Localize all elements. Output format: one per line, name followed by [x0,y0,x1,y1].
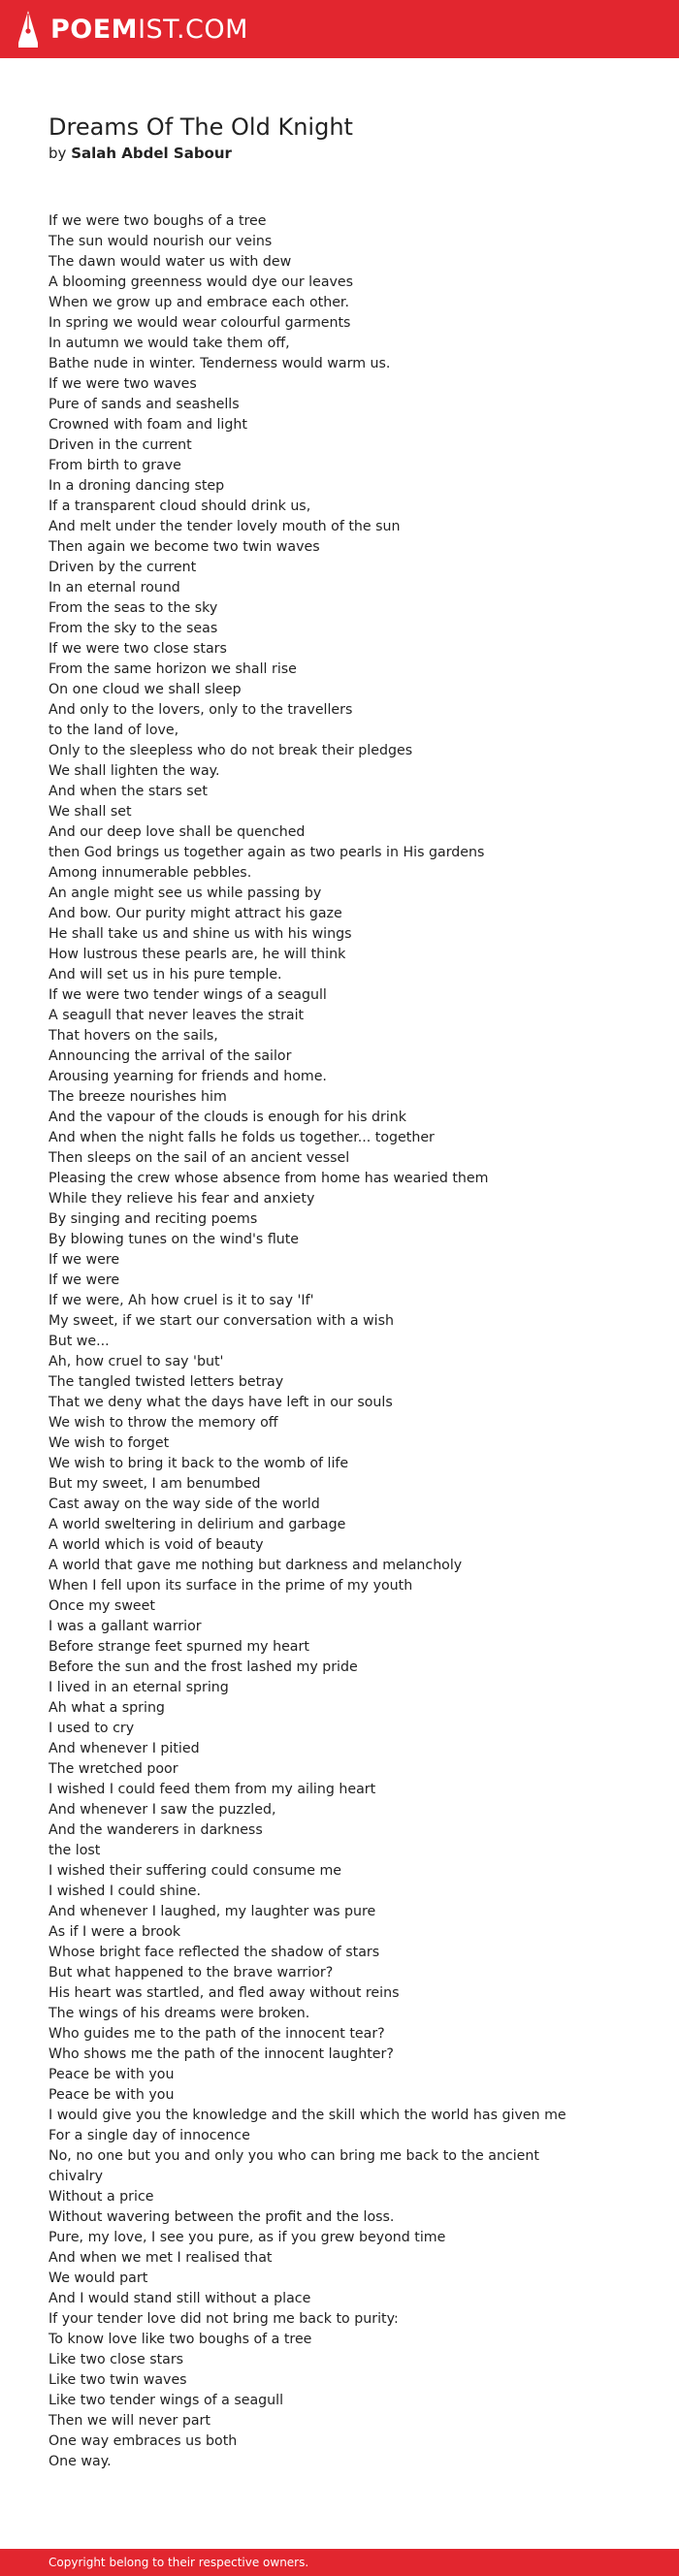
site-logo-link[interactable] [50,15,248,45]
byline-prefix: by [48,145,67,162]
poem-line: I wished I could shine. [48,1884,202,1899]
poem-line: For a single day of innocence [48,2128,250,2143]
poem-line: And only to the lovers, only to the travellers [48,702,353,718]
poem-line: Ah what a spring [48,1700,165,1716]
poem-line: If we were two waves [48,376,197,392]
poem-line: And when we met I realised that [48,2250,273,2266]
poem-line: Bathe nude in winter. Tenderness would warm us. [48,356,391,371]
poem-line: One way embraces us both [48,2433,238,2449]
poem-line: And whenever I laughed, my laughter was pure [48,1904,376,1919]
poem-line: On one cloud we shall sleep [48,682,242,697]
poem-line: A seagull that never leaves the strait [48,1008,305,1023]
poem-line: And melt under the tender lovely mouth of the sun [48,519,401,534]
poem-line: Who guides me to the path of the innocent tear? [48,2026,385,2042]
poem-line: I wished their suffering could consume me [48,1863,341,1879]
poem-line: And whenever I saw the puzzled, [48,1802,276,1818]
poem-line: Arousing yearning for friends and home. [48,1069,327,1084]
poem-line: chivalry [48,2169,103,2184]
poem-line: Ah, how cruel to say 'but' [48,1354,224,1369]
poem-line: We wish to bring it back to the womb of life [48,1456,349,1471]
poem-line: I lived in an eternal spring [48,1680,229,1695]
poem-line: In spring we would wear colourful garments [48,315,351,331]
poem-line: I was a gallant warrior [48,1619,202,1634]
poem-line: The wings of his dreams were broken. [48,2006,310,2021]
poem-line: When we grow up and embrace each other. [48,295,349,310]
author-link[interactable]: Salah Abdel Sabour [71,145,232,162]
poem-line: We wish to forget [48,1435,170,1451]
poem-line: He shall take us and shine us with his wings [48,926,352,942]
poem-line: If your tender love did not bring me back to purity: [48,2311,399,2327]
poem-line: Announcing the arrival of the sailor [48,1048,292,1064]
poem-line: While they relieve his fear and anxiety [48,1191,315,1207]
poem-line: My sweet, if we start our conversation with a wish [48,1313,394,1329]
poem-line: A blooming greenness would dye our leaves [48,274,354,290]
poem-line: And whenever I pitied [48,1741,200,1756]
poem-line: I wished I could feed them from my ailing heart [48,1782,376,1797]
poem-line: As if I were a brook [48,1924,181,1940]
poem-line: By blowing tunes on the wind's flute [48,1232,300,1247]
poem-line: Peace be with you [48,2067,175,2082]
poem-line: And when the stars set [48,784,208,799]
poem-line: The breeze nourishes him [48,1089,227,1105]
site-header [0,0,679,58]
poem-line: Then again we become two twin waves [48,539,320,555]
poem-line: From birth to grave [48,458,181,473]
poem-line: From the sky to the seas [48,621,218,636]
poem-title: Dreams Of The Old Knight [48,113,353,141]
poem-line: And the wanderers in darkness [48,1822,263,1838]
poem-line: His heart was startled, and fled away without reins [48,1985,400,2001]
poem-line: We would part [48,2270,148,2286]
poem-line: If a transparent cloud should drink us, [48,499,311,514]
poem-line: Like two close stars [48,2352,184,2367]
poem-line: Like two tender wings of a seagull [48,2393,284,2408]
poem-line: Without wavering between the profit and the loss. [48,2209,395,2225]
poem-line: Driven in the current [48,437,192,453]
poem-line: If we were two boughs of a tree [48,213,267,229]
poem-line: That we deny what the days have left in our souls [48,1395,393,1410]
poem-line: Crowned with foam and light [48,417,247,433]
poem-line: Without a price [48,2189,154,2205]
poem-line: And our deep love shall be quenched [48,824,306,840]
poem-line: I would give you the knowledge and the skill which the world has given me [48,2108,566,2123]
poem-line: In an eternal round [48,580,180,596]
poem-line: to the land of love, [48,723,179,738]
poem-line: Once my sweet [48,1598,155,1614]
poem-line: I used to cry [48,1721,135,1736]
poem-line: A world sweltering in delirium and garbage [48,1517,346,1532]
poem-line: The tangled twisted letters betray [48,1374,284,1390]
poem-line: No, no one but you and only you who can bring me back to the ancient [48,2148,539,2164]
poem-line: We shall lighten the way. [48,763,220,779]
logo-light-text: IST.COM [138,14,248,45]
poem-line: A world that gave me nothing but darkness and melancholy [48,1558,463,1573]
poem-line: A world which is void of beauty [48,1537,264,1553]
poem-line: That hovers on the sails, [48,1028,218,1044]
poem-line: Pure of sands and seashells [48,397,240,412]
poem-line: And will set us in his pure temple. [48,967,282,982]
poem-line: Whose bright face reflected the shadow of stars [48,1945,380,1960]
poem-line: To know love like two boughs of a tree [48,2332,312,2347]
poem-line: If we were [48,1272,120,1288]
poem-line: From the seas to the sky [48,600,218,616]
poem-line: Pure, my love, I see you pure, as if you grew beyond time [48,2230,446,2245]
poem-line: And bow. Our purity might attract his gaze [48,906,342,921]
poem-line: Before strange feet spurned my heart [48,1639,309,1655]
poem-line: And when the night falls he folds us together... together [48,1130,435,1145]
poem-line: But what happened to the brave warrior? [48,1965,334,1980]
poem-line: Peace be with you [48,2087,175,2103]
poem-line: Driven by the current [48,560,197,575]
poem-line: Cast away on the way side of the world [48,1497,320,1512]
poem-line: And the vapour of the clouds is enough for his drink [48,1110,406,1125]
poem-line: The dawn would water us with dew [48,254,292,270]
poem-line: If we were two tender wings of a seagull [48,987,327,1003]
poem-line: Then we will never part [48,2413,210,2429]
poem-line: An angle might see us while passing by [48,886,322,901]
poem-line: From the same horizon we shall rise [48,661,297,677]
poem-line: Pleasing the crew whose absence from home has wearied them [48,1171,489,1186]
poem-line: One way. [48,2454,112,2469]
poem-line: How lustrous these pearls are, he will think [48,947,346,962]
poem-line: And I would stand still without a place [48,2291,311,2306]
site-footer [0,2549,679,2576]
copyright-text: Copyright belong to their respective owners. [48,2556,309,2569]
poem-line: We shall set [48,804,132,820]
poem-line: then God brings us together again as two pearls in His gardens [48,845,485,860]
poem-line: If we were [48,1252,120,1268]
poem-body [48,211,650,2472]
poem-line: Before the sun and the frost lashed my pride [48,1659,358,1675]
poem-line: The sun would nourish our veins [48,234,273,249]
poem-line: But my sweet, I am benumbed [48,1476,261,1492]
poem-line: the lost [48,1843,101,1858]
poem-line: We wish to throw the memory off [48,1415,278,1431]
poem-line: Among innumerable pebbles. [48,865,252,881]
poem-line: By singing and reciting poems [48,1211,258,1227]
poem-line: In a droning dancing step [48,478,225,494]
poem-line: When I fell upon its surface in the prime of my youth [48,1578,413,1594]
poem-line: In autumn we would take them off, [48,336,290,351]
poem-line: If we were two close stars [48,641,227,657]
poem-line: Only to the sleepless who do not break their pledges [48,743,413,758]
poem-line: If we were, Ah how cruel is it to say 'If' [48,1293,314,1308]
poem-line: Who shows me the path of the innocent laughter? [48,2046,394,2062]
poem-byline [48,144,232,163]
poem-line: But we... [48,1334,110,1349]
poem-line: Then sleeps on the sail of an ancient vessel [48,1150,350,1166]
poem-line: The wretched poor [48,1761,178,1777]
logo-bold-text: POEM [50,14,139,45]
poem-line: Like two twin waves [48,2372,187,2388]
pen-nib-icon[interactable] [17,10,39,48]
